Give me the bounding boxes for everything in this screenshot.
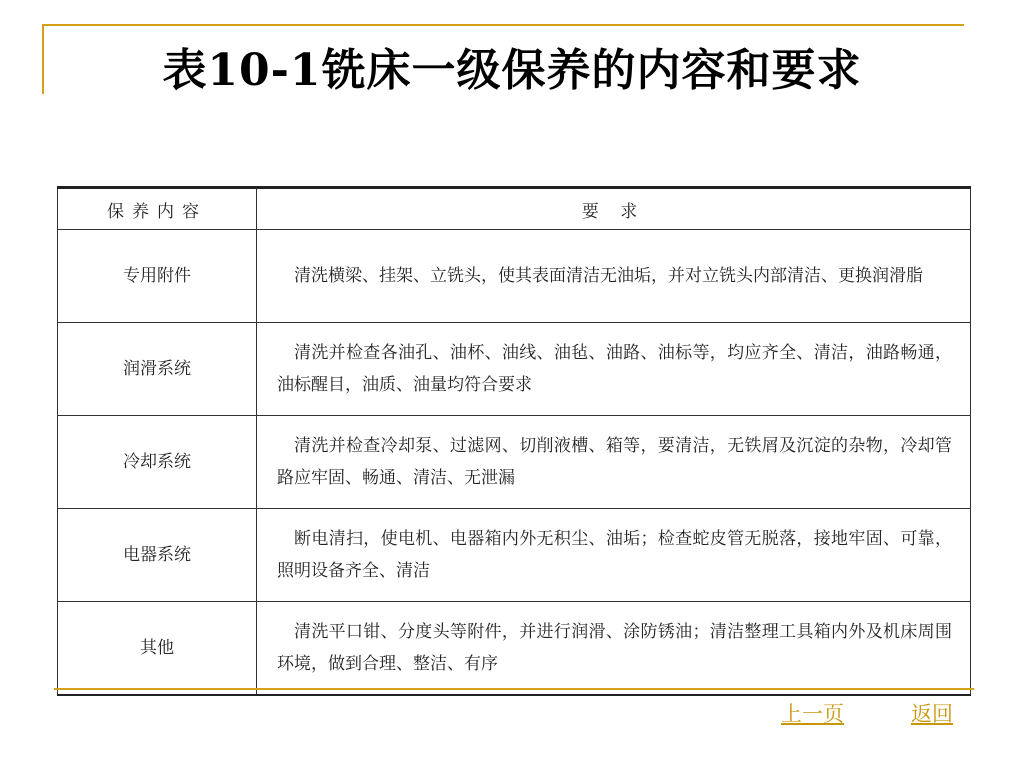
row-requirement: 清洗并检查冷却泵、过滤网、切削液槽、箱等，要清洁，无铁屑及沉淀的杂物，冷却管路应牢固、畅通、清洁、无泄漏 xyxy=(257,416,971,509)
row-requirement: 清洗平口钳、分度头等附件，并进行润滑、涂防锈油；清洁整理工具箱内外及机床周围环境，做到合理、整洁、有序 xyxy=(257,602,971,696)
row-item: 冷却系统 xyxy=(58,416,257,509)
table-header-row xyxy=(58,188,971,230)
row-requirement: 清洗横梁、挂架、立铣头，使其表面清洁无油垢，并对立铣头内部清洁、更换润滑脂 xyxy=(257,230,971,323)
page-title: 表10-1铣床一级保养的内容和要求 xyxy=(162,45,862,96)
table-row xyxy=(58,323,971,416)
prev-page-link[interactable]: 上一页 xyxy=(781,702,844,726)
row-item: 电器系统 xyxy=(58,509,257,602)
table-row xyxy=(58,416,971,509)
row-item: 其他 xyxy=(58,602,257,696)
bottom-divider xyxy=(54,688,974,690)
maintenance-table-container xyxy=(57,186,971,696)
row-requirement: 清洗并检查各油孔、油杯、油线、油毡、油路、油标等，均应齐全、清洁，油路畅通，油标醒目，油质、油量均符合要求 xyxy=(257,323,971,416)
maintenance-table xyxy=(57,186,971,696)
header-content: 保养内容 xyxy=(58,188,257,230)
table-row xyxy=(58,602,971,696)
row-item: 润滑系统 xyxy=(58,323,257,416)
table-row xyxy=(58,509,971,602)
top-divider xyxy=(42,24,964,26)
row-requirement: 断电清扫，使电机、电器箱内外无积尘、油垢；检查蛇皮管无脱落，接地牢固、可靠，照明设备齐全、清洁 xyxy=(257,509,971,602)
header-requirement: 要 求 xyxy=(257,188,971,230)
row-item: 专用附件 xyxy=(58,230,257,323)
table-row xyxy=(58,230,971,323)
back-link[interactable]: 返回 xyxy=(911,702,953,726)
